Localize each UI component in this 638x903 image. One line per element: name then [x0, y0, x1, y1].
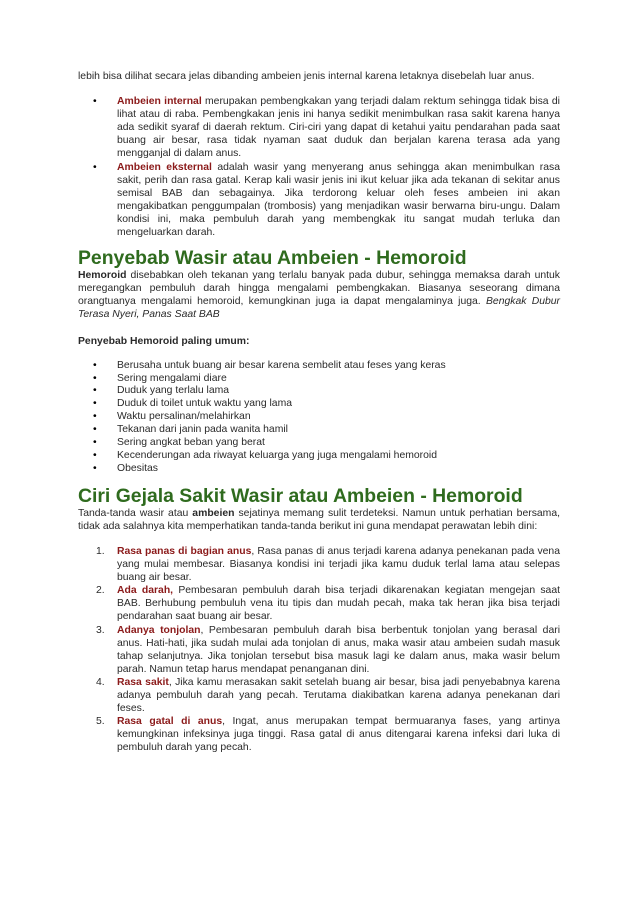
symptom-description: , Ingat, anus merupakan tempat bermuaranya fases, yang artinya kemungkinan infeksinya juga tinggi. Rasa gatal di anus ditengarai karena infeksi dari luka di pembuluh darah yang pecah.	[117, 716, 560, 754]
list-item: • Waktu persalinan/melahirkan	[117, 411, 560, 424]
list-item: • Duduk di toilet untuk waktu yang lama	[117, 398, 560, 411]
list-item: • Sering angkat beban yang berat	[117, 437, 560, 450]
lead-bold-term: Hemoroid	[78, 270, 127, 282]
list-number: 3.	[96, 624, 105, 636]
lead-text: Tanda-tanda wasir atau	[78, 507, 193, 519]
list-item: • Kecenderungan ada riwayat keluarga yang juga mengalami hemoroid	[117, 450, 560, 463]
list-number: 4.	[96, 676, 105, 688]
lead-text: sejatinya memang sulit terdeteksi. Namun untuk perhatian bersama, tidak ada salahnya kita memperhatikan tanda-tanda berikut ini guna mendapat perawatan lebih dini:	[78, 507, 560, 532]
symptom-description: , Jika kamu merasakan sakit setelah buang air besar, bisa jadi penyebabnya karena adanya pembuluh darah yang pecah. Terutama diakibatkan karena adanya penekanan dari feses.	[117, 676, 560, 715]
causes-lead-paragraph	[78, 269, 560, 321]
intro-paragraph: lebih bisa dilihat secara jelas dibanding ambeien jenis internal karena letaknya disebelah luar anus.	[78, 71, 535, 82]
list-item: • Sering mengalami diare	[117, 373, 560, 386]
list-item	[117, 161, 560, 240]
list-item: • Berusaha untuk buang air besar karena sembelit atau feses yang keras	[117, 360, 560, 373]
hemorrhoid-types-list	[78, 95, 560, 239]
list-item: • Duduk yang terlalu lama	[117, 385, 560, 398]
lead-text: disebabkan oleh tekanan yang terlalu banyak pada dubur, sehingga memaksa darah untuk meregangkan pembuluh darah hingga mengalami pembengkakan. Biasanya seseorang dimana orangtuanya mengalami hemoroid, kemungkinan juga ia dapat mengalaminya juga.	[78, 270, 560, 308]
term-internal: Ambeien internal	[117, 96, 202, 108]
causes-subheading: Penyebab Hemoroid paling umum:	[78, 335, 250, 347]
list-item: • Obesitas	[117, 463, 560, 476]
symptoms-lead-paragraph	[78, 507, 560, 533]
list-item	[96, 624, 560, 676]
list-item	[96, 545, 560, 584]
symptom-term: Rasa sakit	[117, 676, 169, 688]
symptom-description: , Rasa panas di anus terjadi karena adanya penekanan pada vena yang mulai membesar. Biasanya kondisi ini terjadi jika kamu duduk terlal lama atau selepas buang air besar.	[117, 545, 560, 584]
list-item	[96, 584, 560, 623]
term-description: merupakan pembengkakan yang terjadi dalam rektum sehingga tidak bisa di lihat atau di raba. Pembengkakan jenis ini hanya sedikit menimbulkan rasa sakit karena hanya ada sedikit syaraf di daerah rektum. Ciri-ciri yang dapat di ketahui yaitu pendarahan pada saat buang air besar, rasa tidak nyaman saat duduk dan berjalan karena terasa ada yang mengganjal di dalam anus.	[117, 96, 560, 160]
list-item	[117, 95, 560, 160]
document-page	[78, 70, 560, 754]
list-number: 5.	[96, 716, 105, 728]
symptoms-list	[78, 545, 560, 755]
symptom-term: Rasa gatal di anus	[117, 716, 223, 728]
term-external: Ambeien eksternal	[117, 161, 212, 173]
symptom-description: Pembesaran pembuluh darah bisa terjadi dikarenakan kegiatan mengejan saat BAB. Berhubung pembuluh vena itu tipis dan mudah pecah, maka tak heran jika bisa terjadi pendarahan saat buang air besar.	[117, 585, 560, 623]
related-article-link[interactable]: Bengkak Dubur Terasa Nyeri, Panas Saat BAB	[78, 296, 561, 321]
section-heading-causes: Penyebab Wasir atau Ambeien - Hemoroid	[78, 247, 467, 270]
list-number: 1.	[96, 545, 105, 557]
causes-list	[78, 360, 560, 476]
list-number: 2.	[96, 585, 105, 597]
term-description: adalah wasir yang menyerang anus sehingga akan menimbulkan rasa sakit, perih dan rasa gatal. Kerap kali wasir jenis ini ikut keluar jika ada tekanan di sekitar anus semisal BAB dan sebagainya. Jika terdorong keluar oleh feses ambeien ini akan mengakibatkan penggumpalan (trombosis) yang menjadikan wasir berwarna biru-ungu. Dalam kondisi ini, maka pembuluh darah yang membengkak itu sangat mudah terluka dan mengeluarkan darah.	[117, 161, 560, 239]
list-item	[96, 676, 560, 715]
lead-bold-term: ambeien	[192, 507, 235, 519]
list-item: • Tekanan dari janin pada wanita hamil	[117, 424, 560, 437]
section-heading-symptoms: Ciri Gejala Sakit Wasir atau Ambeien - Hemoroid	[78, 484, 523, 507]
symptom-term: Ada darah,	[117, 585, 174, 597]
symptom-description: , Pembesaran pembuluh darah bisa berbentuk tonjolan yang berasal dari anus. Hati-hati, jika sudah mulai ada tonjolan di anus, maka wasir atau ambeien sudah masuk tahap selanjutnya. Jika tonjolan tersebut bisa masuk lagi ke dalam anus, maka wasir belum parah. Namun tetap harus mendapat penanganan dini.	[117, 624, 560, 675]
symptom-term: Rasa panas di bagian anus	[117, 545, 252, 557]
symptom-term: Adanya tonjolan	[117, 624, 201, 636]
list-item	[96, 715, 560, 754]
